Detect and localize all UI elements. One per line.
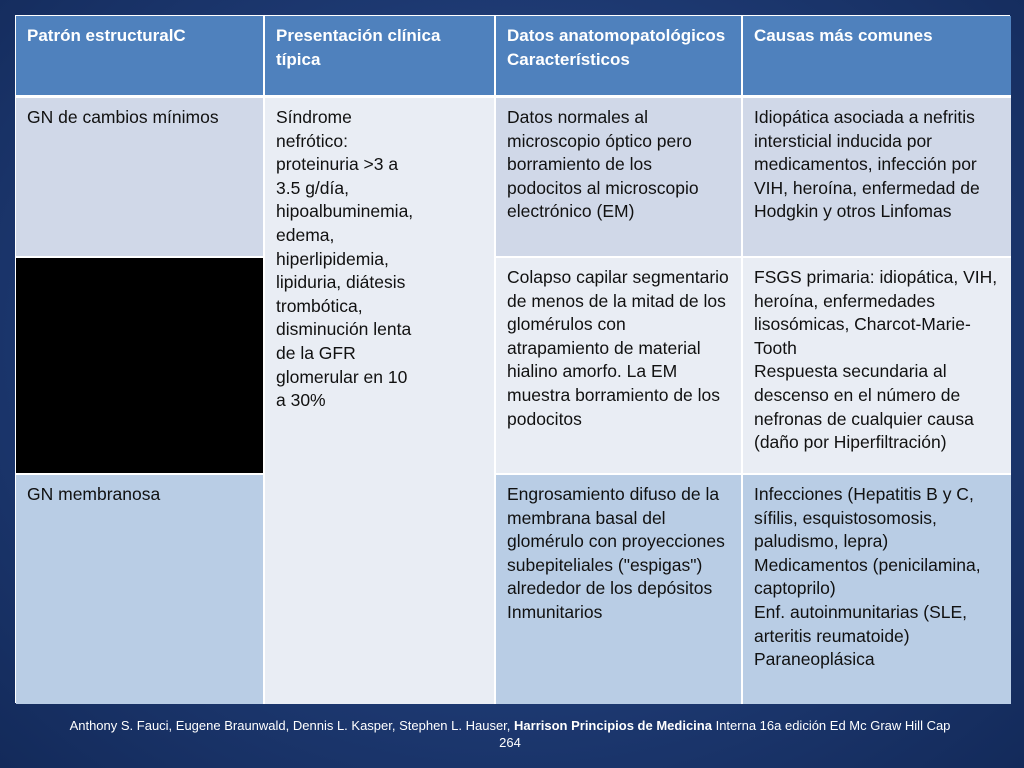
pattern-minimal-change: GN de cambios mínimos bbox=[16, 98, 265, 258]
citation-authors: Anthony S. Fauci, Eugene Braunwald, Dennis L. Kasper, Stephen L. Hauser, bbox=[69, 718, 515, 733]
header-pathology-findings: Datos anatomopatológicos Característicos bbox=[496, 16, 743, 98]
pathology-membranous: Engrosamiento difuso de la membrana basal del glomérulo con proyecciones subepiteliales ("espigas") alrededor de los depósitos Inmunitarios bbox=[496, 475, 743, 704]
causes-fsgs: FSGS primaria: idiopática, VIH, heroína, enfermedades lisosómicas, Charcot-Marie-Tooth Respuesta secundaria al descenso en el número de nefronas de cualquier causa (daño por Hiperfiltración) bbox=[743, 258, 1011, 475]
citation-details: Interna 16a edición Ed Mc Graw Hill Cap 264 bbox=[499, 718, 951, 750]
clinical-presentation-cell: Síndrome nefrótico: proteinuria >3 a 3.5 g/día, hipoalbuminemia, edema, hiperlipidemia, lipiduria, diátesis trombótica, disminución lenta de la GFR glomerular en 10 a 30% bbox=[265, 98, 496, 704]
pattern-membranous: GN membranosa bbox=[16, 475, 265, 704]
glomerulonephritis-table bbox=[15, 15, 1010, 703]
header-clinical-presentation: Presentación clínica típica bbox=[265, 16, 496, 98]
causes-membranous: Infecciones (Hepatitis B y C, sífilis, esquistosomosis, paludismo, lepra) Medicamentos (penicilamina, captoprilo) Enf. autoinmunitarias (SLE, arteritis reumatoide) Paraneoplásica bbox=[743, 475, 1011, 704]
header-structural-pattern: Patrón estructuralC bbox=[16, 16, 265, 98]
pattern-fsgs-redacted bbox=[16, 258, 265, 475]
causes-minimal-change: Idiopática asociada a nefritis intersticial inducida por medicamentos, infección por VIH, heroína, enfermedad de Hodgkin y otros Linfomas bbox=[743, 98, 1011, 258]
pathology-fsgs: Colapso capilar segmentario de menos de la mitad de los glomérulos con atrapamiento de material hialino amorfo. La EM muestra borramiento de los podocitos bbox=[496, 258, 743, 475]
header-common-causes: Causas más comunes bbox=[743, 16, 1011, 98]
citation-book-title: Harrison Principios de Medicina bbox=[514, 718, 712, 733]
pathology-minimal-change: Datos normales al microscopio óptico pero borramiento de los podocitos al microscopio electrónico (EM) bbox=[496, 98, 743, 258]
source-citation bbox=[60, 717, 960, 751]
